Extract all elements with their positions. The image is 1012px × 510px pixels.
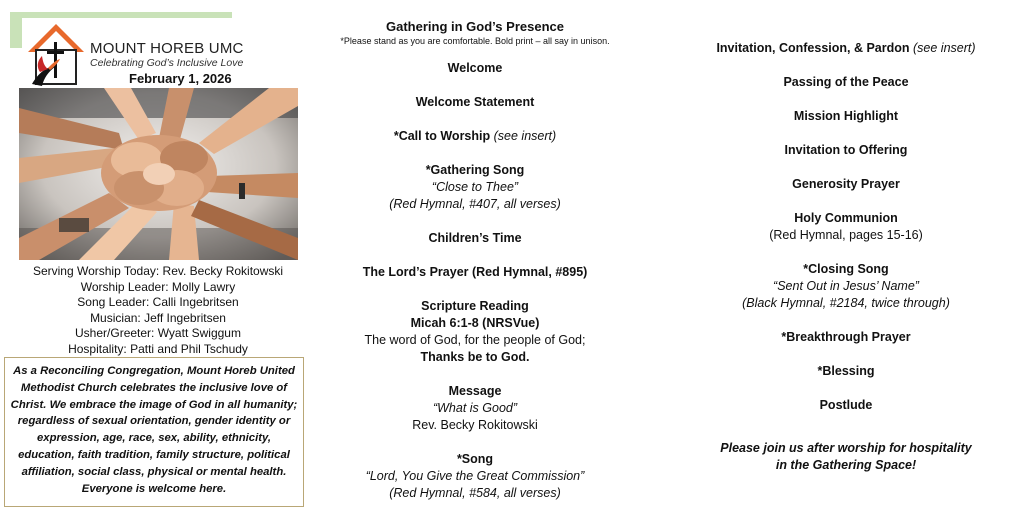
- song-title: “Close to Thee”: [431, 180, 519, 194]
- see-insert-note: (see insert): [493, 129, 557, 143]
- order-of-worship-part-1: [334, 18, 616, 502]
- scripture-reference: Micah 6:1-8 (NRSVue): [410, 316, 540, 330]
- decorative-green-bar-vertical: [10, 12, 22, 48]
- church-name: MOUNT HOREB UMC: [90, 40, 244, 57]
- closing-invitation: Please join us after worship for hospitality in the Gathering Space!: [720, 441, 972, 472]
- welcome-statement-item: Welcome Statement: [415, 95, 535, 109]
- leader-line: Musician: Jeff Ingebritsen: [90, 310, 226, 325]
- leader-line: Song Leader: Calli Ingebritsen: [77, 295, 239, 309]
- song-title: “Lord, You Give the Great Commission”: [365, 469, 585, 483]
- closing-song-item: *Closing Song “Sent Out in Jesus’ Name” (Black Hymnal, #2184, twice through): [700, 261, 992, 312]
- passing-peace-item: Passing of the Peace: [783, 75, 909, 89]
- mission-highlight-item: Mission Highlight: [793, 109, 899, 123]
- section-note: *Please stand as you are comfortable. Bold print – all say in unison.: [340, 36, 610, 46]
- leader-line: Usher/Greeter: Wyatt Swiggum: [75, 326, 241, 340]
- reconciling-statement: As a Reconciling Congregation, Mount Horeb United Methodist Church celebrates the inclusive love of Christ. We embrace the image of God in all humanity; regardless of sexual orientation, gender identity or expression, age, race, sex, ability, ethnicity, education, faith tradition, family structure, political affiliation, social class, physical or mental health. Everyone is welcome here.: [4, 357, 304, 507]
- response-call: The word of God, for the people of God;: [364, 333, 586, 347]
- hymnal-reference: (Red Hymnal, #407, all verses): [389, 197, 561, 211]
- joined-hands-photo: [19, 88, 298, 260]
- postlude-item: Postlude: [819, 398, 873, 412]
- decorative-green-bar: [10, 12, 232, 18]
- order-of-worship-part-2: [700, 40, 992, 474]
- leader-line: Hospitality: Patti and Phil Tschudy: [68, 341, 248, 356]
- church-logo-icon: [26, 22, 86, 88]
- leader-line: Serving Worship Today: Rev. Becky Rokitowski: [32, 264, 284, 278]
- scripture-reading-item: Scripture Reading Micah 6:1-8 (NRSVue) The word of God, for the people of God; Thanks be to God.: [334, 298, 616, 366]
- generosity-prayer-item: Generosity Prayer: [792, 177, 900, 191]
- church-tagline: Celebrating God’s Inclusive Love: [90, 57, 244, 69]
- holy-communion-item: Holy Communion (Red Hymnal, pages 15-16): [700, 210, 992, 244]
- welcome-item: Welcome: [447, 61, 503, 75]
- leader-line: Worship Leader: Molly Lawry: [80, 279, 236, 294]
- invitation-confession-item: Invitation, Confession, & Pardon (see insert): [716, 41, 976, 55]
- hymnal-reference: (Red Hymnal, #584, all verses): [389, 486, 561, 500]
- section-title: Gathering in God’s Presence: [386, 19, 564, 34]
- hymnal-reference: (Black Hymnal, #2184, twice through): [742, 296, 950, 310]
- lords-prayer-item: The Lord’s Prayer (Red Hymnal, #895): [362, 265, 588, 279]
- call-to-worship-item: *Call to Worship (see insert): [393, 129, 557, 143]
- blessing-item: *Blessing: [817, 364, 875, 378]
- message-speaker: Rev. Becky Rokitowski: [412, 418, 538, 432]
- invitation-offering-item: Invitation to Offering: [784, 143, 908, 157]
- song-title: “Sent Out in Jesus’ Name”: [773, 279, 919, 293]
- childrens-time-item: Children’s Time: [428, 231, 522, 245]
- message-item: Message “What is Good” Rev. Becky Rokitowski: [334, 383, 616, 434]
- hands-cluster: [101, 135, 217, 211]
- gathering-song-item: *Gathering Song “Close to Thee” (Red Hymnal, #407, all verses): [334, 162, 616, 213]
- see-insert-note: (see insert): [913, 41, 976, 55]
- breakthrough-prayer-item: *Breakthrough Prayer: [781, 330, 911, 344]
- service-date: February 1, 2026: [129, 71, 232, 86]
- hymnal-reference: (Red Hymnal, pages 15-16): [769, 228, 923, 242]
- song-item: *Song “Lord, You Give the Great Commission” (Red Hymnal, #584, all verses): [334, 451, 616, 502]
- message-title: “What is Good”: [432, 401, 518, 415]
- response-answer: Thanks be to God.: [420, 350, 530, 364]
- worship-leaders-list: [10, 264, 306, 357]
